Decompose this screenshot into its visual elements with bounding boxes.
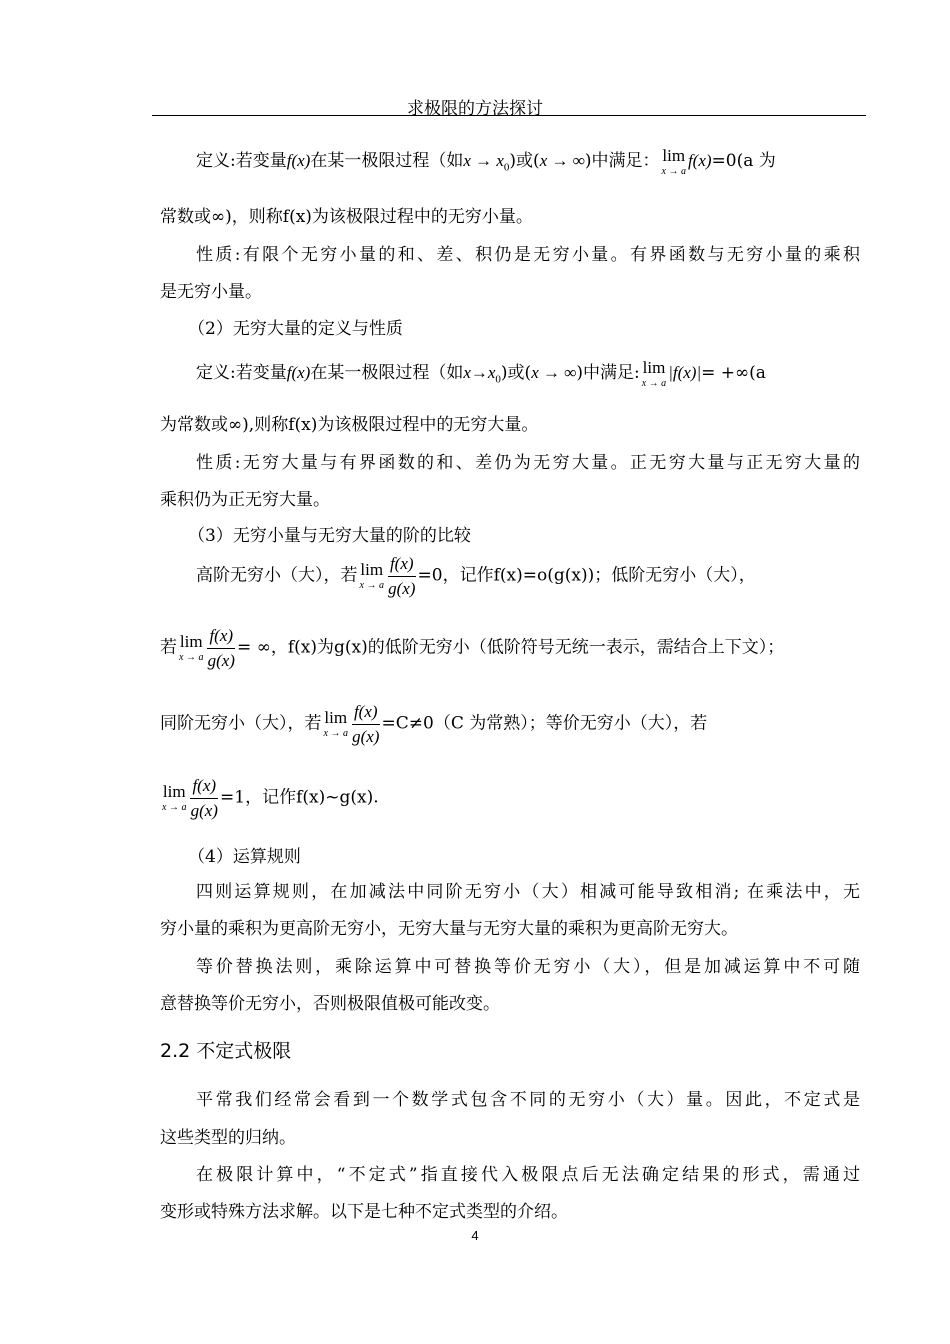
- numerator: f(x): [352, 702, 380, 725]
- infinitesimal-definition-line2: 常数或∞)，则称f(x)为该极限过程中的无穷小量。: [160, 207, 533, 227]
- math-fx: f(x): [687, 151, 712, 170]
- denominator: g(x): [207, 650, 235, 670]
- limit-expression: [662, 147, 686, 177]
- indeterminate-desc-line1: 在极限计算中，“不定式”指直接代入极限点后无法确定结果的形式，需通过: [196, 1165, 860, 1185]
- substitution-rule-line1: 等价替换法则，乘除运算中可替换等价无穷小（大），但是加减运算中不可随: [196, 957, 860, 977]
- text: = +∞(a: [701, 363, 766, 383]
- lim-subscript: x → a: [661, 165, 686, 177]
- text: )或(: [500, 363, 532, 383]
- arithmetic-rules-line1: 四则运算规则，在加减法中同阶无穷小（大）相减可能导致相消; 在乘法中，无: [196, 882, 860, 902]
- subheading-operation-rules: （4）运算规则: [188, 847, 301, 867]
- text: =0，记作f(x)=o(g(x))；低阶无穷小（大），: [417, 565, 756, 586]
- page-header-title: 求极限的方法探讨: [407, 99, 543, 119]
- fraction: [190, 776, 218, 820]
- text: =1，记作f(x)~g(x).: [220, 787, 379, 808]
- text: =0(a 为: [711, 151, 776, 171]
- infinity-definition-line1: [196, 358, 766, 389]
- infinitesimal-definition-line1: [196, 146, 776, 177]
- lim-subscript: x → a: [162, 802, 187, 814]
- numerator: f(x): [388, 554, 416, 577]
- math-subscript: 0: [503, 161, 510, 174]
- numerator: f(x): [207, 626, 235, 649]
- limit-expression: [179, 633, 203, 663]
- math-fx: f(x): [286, 363, 311, 382]
- lim-word: lim: [642, 357, 666, 377]
- lim-word: lim: [179, 632, 203, 652]
- text: 若: [160, 637, 177, 658]
- text: 定义:若变量: [196, 151, 287, 171]
- lim-subscript: x → a: [359, 580, 384, 592]
- fraction: [352, 702, 380, 746]
- denominator: g(x): [190, 800, 218, 820]
- text: )或(: [509, 151, 540, 171]
- fraction: [207, 626, 235, 670]
- indeterminate-intro-line1: 平常我们经常会看到一个数学式包含不同的无穷小（大）量。因此，不定式是: [196, 1090, 860, 1110]
- math-condition: x→x: [463, 363, 496, 382]
- indeterminate-desc-line2: 变形或特殊方法求解。以下是七种不定式类型的介绍。: [160, 1202, 568, 1222]
- page-number: 4: [471, 1228, 479, 1243]
- text: 高阶无穷小（大），若: [196, 565, 358, 586]
- lim-word: lim: [360, 560, 384, 580]
- text: 在某一极限过程（如: [310, 363, 464, 383]
- text: )中满足：: [584, 151, 660, 171]
- limit-expression: [642, 359, 666, 389]
- math-condition: x → ∞: [539, 151, 585, 170]
- lim-subscript: x → a: [641, 377, 667, 389]
- subheading-order-comparison: （3）无穷小量与无穷大量的阶的比较: [188, 526, 471, 546]
- math-condition: x → ∞: [531, 363, 577, 382]
- infinitesimal-property-line2: 是无穷小量。: [160, 282, 262, 302]
- limit-expression: [324, 709, 348, 739]
- text: 定义:若变量: [196, 363, 287, 383]
- infinity-property-line2: 乘积仍为正无穷大量。: [160, 490, 330, 510]
- section-heading: 2.2 不定式极限: [160, 1040, 292, 1062]
- equivalent-line: [160, 776, 860, 820]
- text: 同阶无穷小（大），若: [160, 713, 322, 734]
- text: 在某一极限过程（如: [310, 151, 464, 171]
- lim-word: lim: [662, 145, 686, 165]
- denominator: g(x): [352, 726, 380, 746]
- math-fx: f(x): [286, 151, 311, 170]
- subheading-infinity: （2）无穷大量的定义与性质: [188, 319, 403, 339]
- math-subscript: 0: [495, 373, 501, 386]
- lim-subscript: x → a: [179, 652, 204, 664]
- infinity-definition-line2: 为常数或∞),则称f(x)为该极限过程中的无穷大量。: [160, 415, 539, 435]
- same-order-line: [160, 702, 860, 746]
- text: )中满足:: [576, 363, 640, 383]
- lim-word: lim: [324, 708, 348, 728]
- denominator: g(x): [388, 578, 416, 598]
- arithmetic-rules-line2: 穷小量的乘积为更高阶无穷小，无穷大量与无穷大量的乘积为更高阶无穷大。: [160, 919, 738, 939]
- lim-subscript: x → a: [323, 728, 348, 740]
- limit-expression: [162, 783, 186, 813]
- lim-word: lim: [162, 782, 186, 802]
- math-abs-fx: |f(x)|: [668, 363, 702, 382]
- higher-order-line: [196, 554, 756, 598]
- text: = ∞，f(x)为g(x)的低阶无穷小（低阶符号无统一表示，需结合上下文）；: [237, 637, 785, 658]
- header-rule: [152, 115, 866, 116]
- limit-expression: [360, 561, 384, 591]
- infinitesimal-property-line1: 性质:有限个无穷小量的和、差、积仍是无穷小量。有界函数与无穷小量的乘积: [196, 245, 860, 265]
- math-condition: x → x: [463, 151, 504, 170]
- substitution-rule-line2: 意替换等价无穷小，否则极限值极可能改变。: [160, 994, 500, 1014]
- text: =C≠0（C 为常熟）；等价无穷小（大），若: [381, 713, 708, 734]
- fraction: [388, 554, 416, 598]
- lower-order-line: [160, 626, 860, 670]
- numerator: f(x): [190, 776, 218, 799]
- indeterminate-intro-line2: 这些类型的归纳。: [160, 1128, 296, 1148]
- infinity-property-line1: 性质:无穷大量与有界函数的和、差仍为无穷大量。正无穷大量与正无穷大量的: [196, 453, 860, 473]
